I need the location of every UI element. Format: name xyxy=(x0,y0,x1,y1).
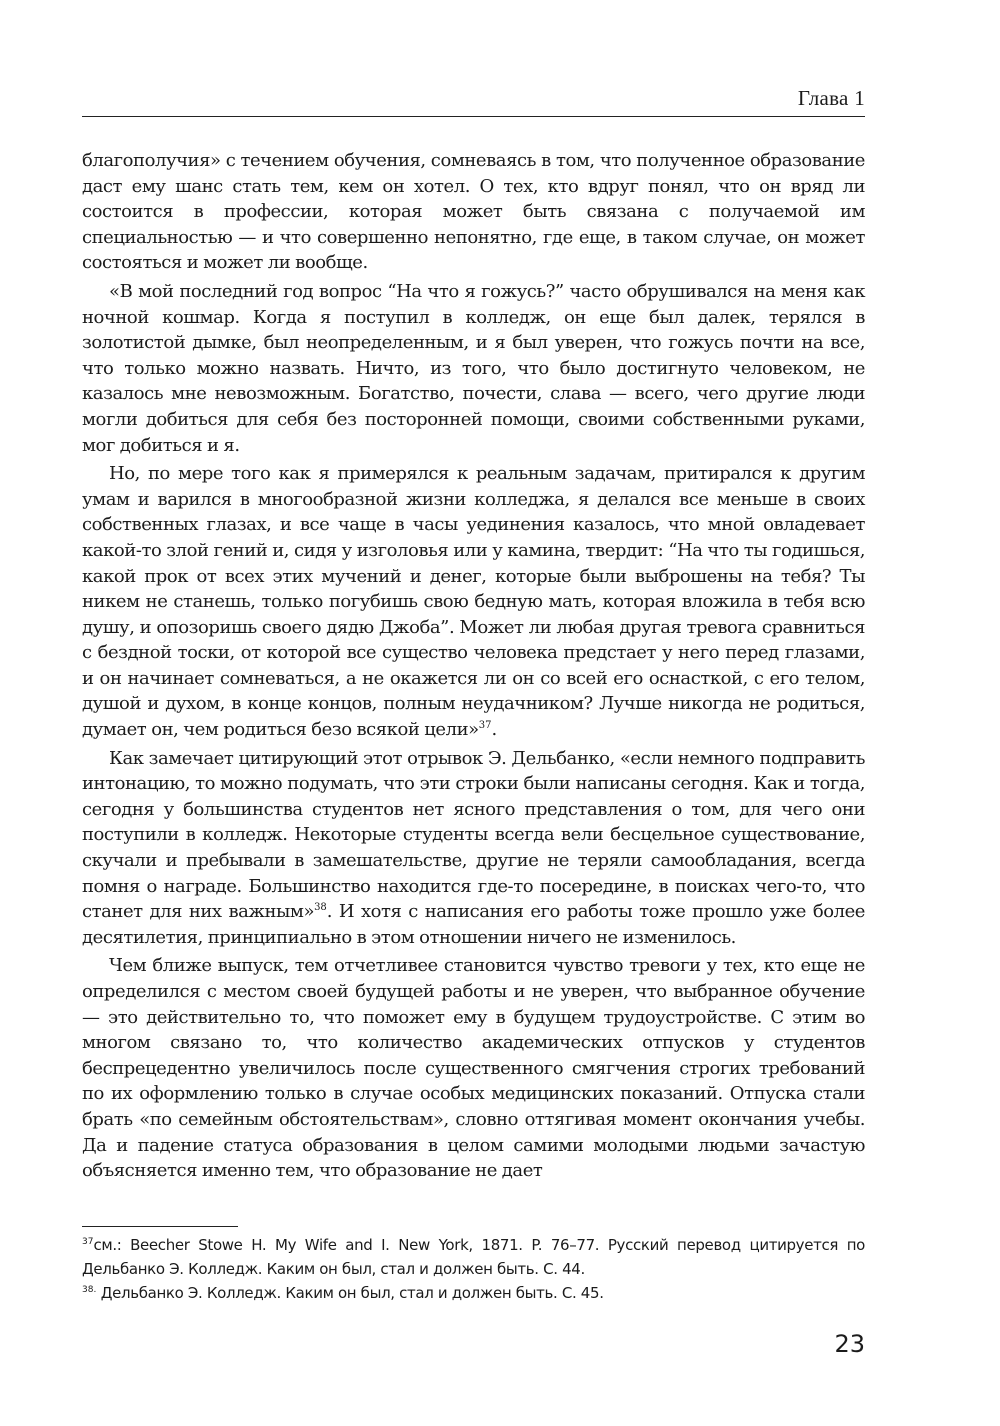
footnote-37 xyxy=(82,1233,865,1281)
body-text xyxy=(82,148,865,1184)
footnote-rule xyxy=(82,1226,238,1227)
page-number: 23 xyxy=(834,1330,865,1358)
footnote-ref-38[interactable]: 38 xyxy=(314,902,327,914)
footnote-38-text: Дельбанко Э. Колледж. Каким он был, стал и должен быть. С. 45. xyxy=(96,1284,604,1302)
header-rule xyxy=(82,116,865,117)
paragraph-4-text-a: Как замечает цитирующий этот отрывок Э. Дельбанко, «если немного подправить интонацию, то можно подумать, что эти строки были написаны сегодня. Как и тогда, сегодня у большинства студентов нет ясного представления о том, для чего они поступили в колледж. Некоторые студенты всегда вели бесцельное существование, скучали и пребывали в замешательстве, другие не теряли самообладания, всегда помня о награде. Большинство находится где-то посередине, в поисках чего-то, что станет для них важным» xyxy=(82,747,865,923)
paragraph-4 xyxy=(82,746,865,951)
paragraph-2: «В мой последний год вопрос “На что я гожусь?” часто обрушивался на меня как ночной кошмар. Когда я поступил в колледж, он еще был далек, терялся в золотистой дымке, был неопределенным, и я был уверен, что гожусь почти на все, что только можно назвать. Ничто, из того, что было достигнуто человеком, не казалось мне невозможным. Богатство, почести, слава — всего, чего другие люди могли добиться для себя без посторонней помощи, своими собственными руками, мог добиться и я. xyxy=(82,280,865,456)
paragraph-1: благополучия» с течением обучения, сомневаясь в том, что полученное образование даст ему шанс стать тем, кем он хотел. О тех, кто вдруг понял, что он вряд ли состоится в профессии, которая может быть связана с получаемой им специальностью — и что совершенно непонятно, где еще, в таком случае, он может состояться и может ли вообще. xyxy=(82,150,865,274)
footnote-38-mark: 38. xyxy=(82,1285,97,1295)
footnote-ref-37[interactable]: 37 xyxy=(478,720,492,732)
footnote-38 xyxy=(82,1281,865,1305)
running-head-chapter: Глава 1 xyxy=(797,86,865,110)
footnote-37-text: см.: Beecher Stowe H. My Wife and I. New York, 1871. P. 76–77. Русский перевод цитируется по Дельбанко Э. Колледж. Каким он был, стал и должен быть. С. 44. xyxy=(82,1236,865,1278)
paragraph-3: Но, по мере того как я примерялся к реальным задачам, притирался к другим умам и варился в многообразной жизни колледжа, я делался все меньше в своих собственных глазах, и все чаще в часы уединения казалось, что мной овладевает какой-то злой гений и, сидя у изголовья или у камина, твердит: “На что ты годишься, какой прок от всех этих мучений и денег, которые были выброшены на тебя? Ты никем не станешь, только погубишь свою бедную мать, которая вложила в тебя всю душу, и опозоришь своего дядю Джоба”. Может ли любая другая тревога сравниться с бездной тоски, от которой все существо человека предстает у него перед глазами, и он начинает сомневаться, а не окажется ли он со всей его оснасткой, с его телом, душой и духом, в конце концов, полным неудачником? Лучше никогда не родиться, думает он, чем родиться безо всякой цели»$^{37}$. xyxy=(82,463,865,741)
paragraph-3-text: Но, по мере того как я примерялся к реальным задачам, притирался к другим умам и варился в многообразной жизни колледжа, я делался все меньше в своих собственных глазах, и все чаще в часы уединения казалось, что мной овладевает какой-то злой гений и, сидя у изголовья или у камина, твердит: “На что ты годишься, какой прок от всех этих мучений и денег, которые были выброшены на тебя? Ты никем не станешь, только погубишь свою бедную мать, которая вложила в тебя всю душу, и опозоришь своего дядю Джоба”. Может ли любая другая тревога сравниться с бездной тоски, от которой все существо человека предстает у него перед глазами, и он начинает сомневаться, а не окажется ли он со всей его оснасткой, с его телом, душой и духом, в конце концов, полным неудачником? Лучше никогда не родиться, думает он, чем родиться безо всякой цели» xyxy=(82,463,865,741)
footnote-37-mark: 37 xyxy=(82,1237,94,1247)
footnotes xyxy=(82,1233,865,1305)
paragraph-4-text-b: . И хотя с написания его работы тоже прошло уже более десятилетия, принципиально в этом отношении ничего не изменилось. xyxy=(82,901,865,948)
paragraph-5: Чем ближе выпуск, тем отчетливее становится чувство тревоги у тех, кто еще не определился с местом своей будущей работы и не уверен, что выбранное обучение — это действительно то, что поможет ему в будущем трудоустройстве. С этим во многом связано то, что количество академических отпусков у студентов беспрецедентно увеличилось после существенного смягчения строгих требований по их оформлению только в случае особых медицинских показаний. Отпуска стали брать «по семейным обстоятельствам», словно оттягивая момент окончания учебы. Да и падение статуса образования в целом самими молодыми людьми зачастую объясняется именно тем, что образование не дает xyxy=(82,955,865,1182)
